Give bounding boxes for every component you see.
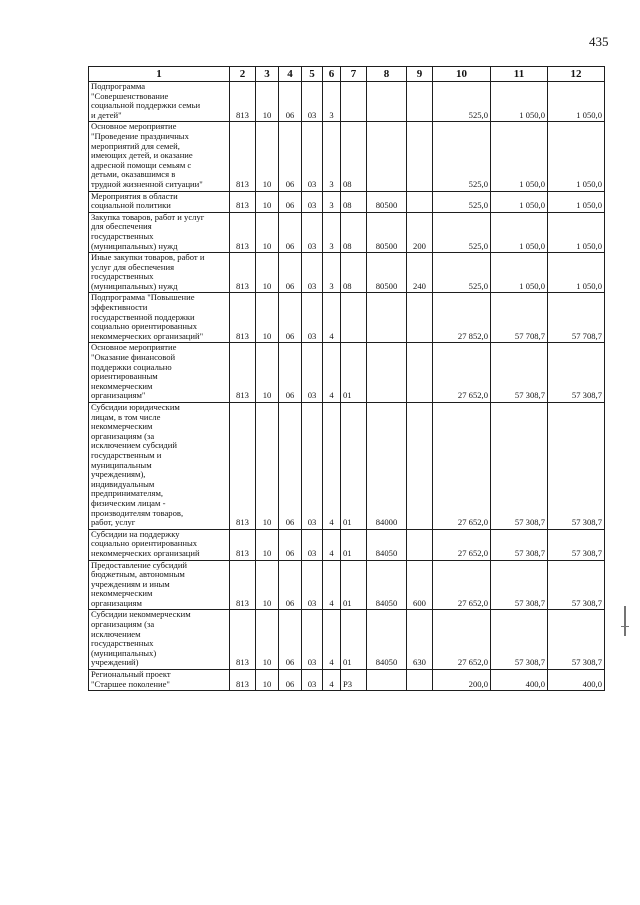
direction-code-cell: 80500 [367,253,407,293]
direction-code-cell [367,343,407,403]
subprogram-code-cell: 3 [323,82,341,122]
amount-col10-cell: 27 652,0 [433,343,491,403]
column-header: 4 [279,67,302,82]
expense-type-cell: 600 [407,560,433,610]
amount-col10-cell: 525,0 [433,122,491,191]
direction-code-cell: 84050 [367,529,407,560]
ministry-code-cell: 813 [230,403,256,530]
subprogram-code-cell: 3 [323,212,341,252]
row-name-cell: Закупка товаров, работ и услуг для обеспечения государственных (муниципальных) нужд [89,212,230,252]
amount-col10-cell: 27 652,0 [433,610,491,670]
column-header: 11 [491,67,548,82]
amount-col12-cell: 57 308,7 [548,529,605,560]
subprogram-code-cell: 4 [323,670,341,691]
amount-col10-cell: 525,0 [433,253,491,293]
table-row [89,610,605,670]
subprogram-code-cell: 4 [323,403,341,530]
subsection-code-cell: 06 [279,212,302,252]
amount-col11-cell: 400,0 [491,670,548,691]
amount-col10-cell: 525,0 [433,82,491,122]
table-row [89,191,605,212]
page-number: 435 [589,34,609,49]
expense-type-cell: 240 [407,253,433,293]
section-code-cell: 10 [256,610,279,670]
direction-code-cell: 80500 [367,191,407,212]
subsection-code-cell: 06 [279,253,302,293]
event-code-cell [341,293,367,343]
row-name-cell: Подпрограмма "Повышение эффективности государственной поддержки социально ориентированных некоммерческих организаций" [89,293,230,343]
event-code-cell [341,82,367,122]
program-code-cell: 03 [302,403,323,530]
table-body [89,82,605,691]
subprogram-code-cell: 4 [323,529,341,560]
row-name-cell: Подпрограмма "Совершенствование социальной поддержки семьи и детей" [89,82,230,122]
event-code-cell: 01 [341,610,367,670]
row-name-cell: Мероприятия в области социальной политики [89,191,230,212]
budget-table [88,66,605,691]
subsection-code-cell: 06 [279,82,302,122]
amount-col12-cell: 57 308,7 [548,403,605,530]
event-code-cell: 08 [341,191,367,212]
column-header: 7 [341,67,367,82]
subsection-code-cell: 06 [279,343,302,403]
direction-code-cell: 80500 [367,212,407,252]
amount-col12-cell: 57 308,7 [548,560,605,610]
ministry-code-cell: 813 [230,560,256,610]
amount-col11-cell: 1 050,0 [491,253,548,293]
program-code-cell: 03 [302,610,323,670]
event-code-cell: 01 [341,560,367,610]
subprogram-code-cell: 3 [323,191,341,212]
expense-type-cell [407,403,433,530]
table-row [89,529,605,560]
subprogram-code-cell: 4 [323,560,341,610]
table-row [89,122,605,191]
column-header: 5 [302,67,323,82]
section-code-cell: 10 [256,82,279,122]
amount-col11-cell: 57 308,7 [491,560,548,610]
direction-code-cell: 84050 [367,560,407,610]
amount-col10-cell: 525,0 [433,212,491,252]
section-code-cell: 10 [256,253,279,293]
amount-col11-cell: 1 050,0 [491,212,548,252]
subsection-code-cell: 06 [279,529,302,560]
section-code-cell: 10 [256,529,279,560]
event-code-cell: 08 [341,122,367,191]
margin-mark [624,606,626,636]
expense-type-cell [407,191,433,212]
subsection-code-cell: 06 [279,403,302,530]
column-header: 1 [89,67,230,82]
amount-col12-cell: 1 050,0 [548,253,605,293]
row-name-cell: Основное мероприятие "Проведение праздничных мероприятий для семей, имеющих детей, и оказание адресной помощи семьям с детьми, оказавшимся в трудной жизненной ситуации" [89,122,230,191]
subsection-code-cell: 06 [279,293,302,343]
row-name-cell: Субсидии некоммерческим организациям (за исключением государственных (муниципальных) учреждений) [89,610,230,670]
direction-code-cell [367,82,407,122]
subsection-code-cell: 06 [279,191,302,212]
column-header: 2 [230,67,256,82]
table-row [89,343,605,403]
column-header: 9 [407,67,433,82]
program-code-cell: 03 [302,212,323,252]
direction-code-cell [367,122,407,191]
amount-col10-cell: 27 652,0 [433,529,491,560]
row-name-cell: Субсидии юридическим лицам, в том числе некоммерческим организациям (за исключением субсидий государственным и муниципальным учреждениям), индивидуальным предпринимателям, физическим лицам - производителям товаров, работ, услуг [89,403,230,530]
expense-type-cell [407,122,433,191]
row-name-cell: Иные закупки товаров, работ и услуг для обеспечения государственных (муниципальных) нужд [89,253,230,293]
column-header: 12 [548,67,605,82]
program-code-cell: 03 [302,122,323,191]
table-row [89,403,605,530]
event-code-cell: 01 [341,343,367,403]
event-code-cell: 01 [341,529,367,560]
ministry-code-cell: 813 [230,191,256,212]
ministry-code-cell: 813 [230,212,256,252]
amount-col11-cell: 57 308,7 [491,343,548,403]
event-code-cell: P3 [341,670,367,691]
amount-col12-cell: 57 308,7 [548,343,605,403]
subsection-code-cell: 06 [279,670,302,691]
expense-type-cell [407,670,433,691]
program-code-cell: 03 [302,560,323,610]
row-name-cell: Региональный проект "Старшее поколение" [89,670,230,691]
amount-col11-cell: 1 050,0 [491,122,548,191]
subsection-code-cell: 06 [279,610,302,670]
column-header: 6 [323,67,341,82]
expense-type-cell [407,293,433,343]
ministry-code-cell: 813 [230,82,256,122]
expense-type-cell [407,343,433,403]
program-code-cell: 03 [302,343,323,403]
section-code-cell: 10 [256,670,279,691]
subprogram-code-cell: 3 [323,122,341,191]
program-code-cell: 03 [302,191,323,212]
program-code-cell: 03 [302,529,323,560]
subprogram-code-cell: 3 [323,253,341,293]
section-code-cell: 10 [256,560,279,610]
ministry-code-cell: 813 [230,343,256,403]
ministry-code-cell: 813 [230,122,256,191]
direction-code-cell: 84050 [367,610,407,670]
ministry-code-cell: 813 [230,253,256,293]
ministry-code-cell: 813 [230,610,256,670]
amount-col11-cell: 57 308,7 [491,610,548,670]
table-row [89,560,605,610]
column-header: 10 [433,67,491,82]
expense-type-cell: 200 [407,212,433,252]
subprogram-code-cell: 4 [323,293,341,343]
ministry-code-cell: 813 [230,529,256,560]
subprogram-code-cell: 4 [323,610,341,670]
section-code-cell: 10 [256,191,279,212]
amount-col11-cell: 57 308,7 [491,529,548,560]
section-code-cell: 10 [256,293,279,343]
table-row [89,253,605,293]
amount-col12-cell: 1 050,0 [548,191,605,212]
amount-col12-cell: 1 050,0 [548,122,605,191]
amount-col12-cell: 1 050,0 [548,82,605,122]
program-code-cell: 03 [302,293,323,343]
table-row [89,293,605,343]
amount-col10-cell: 27 652,0 [433,403,491,530]
ministry-code-cell: 813 [230,670,256,691]
amount-col11-cell: 57 708,7 [491,293,548,343]
column-header: 3 [256,67,279,82]
row-name-cell: Основное мероприятие "Оказание финансовой поддержки социально ориентированным некоммерческим организациям" [89,343,230,403]
section-code-cell: 10 [256,122,279,191]
amount-col11-cell: 1 050,0 [491,82,548,122]
subsection-code-cell: 06 [279,560,302,610]
program-code-cell: 03 [302,82,323,122]
amount-col12-cell: 1 050,0 [548,212,605,252]
amount-col10-cell: 27 852,0 [433,293,491,343]
event-code-cell: 08 [341,253,367,293]
ministry-code-cell: 813 [230,293,256,343]
table-row [89,82,605,122]
section-code-cell: 10 [256,212,279,252]
direction-code-cell [367,670,407,691]
direction-code-cell: 84000 [367,403,407,530]
subsection-code-cell: 06 [279,122,302,191]
expense-type-cell: 630 [407,610,433,670]
section-code-cell: 10 [256,343,279,403]
row-name-cell: Предоставление субсидий бюджетным, автономным учреждениям и иным некоммерческим организациям [89,560,230,610]
amount-col12-cell: 400,0 [548,670,605,691]
section-code-cell: 10 [256,403,279,530]
direction-code-cell [367,293,407,343]
amount-col11-cell: 1 050,0 [491,191,548,212]
row-name-cell: Субсидии на поддержку социально ориентированных некоммерческих организаций [89,529,230,560]
program-code-cell: 03 [302,670,323,691]
event-code-cell: 08 [341,212,367,252]
amount-col10-cell: 525,0 [433,191,491,212]
program-code-cell: 03 [302,253,323,293]
expense-type-cell [407,82,433,122]
table-row [89,212,605,252]
amount-col12-cell: 57 708,7 [548,293,605,343]
subprogram-code-cell: 4 [323,343,341,403]
amount-col10-cell: 200,0 [433,670,491,691]
amount-col11-cell: 57 308,7 [491,403,548,530]
column-header: 8 [367,67,407,82]
table-row [89,670,605,691]
amount-col10-cell: 27 652,0 [433,560,491,610]
header-row [89,67,605,82]
expense-type-cell [407,529,433,560]
amount-col12-cell: 57 308,7 [548,610,605,670]
event-code-cell: 01 [341,403,367,530]
